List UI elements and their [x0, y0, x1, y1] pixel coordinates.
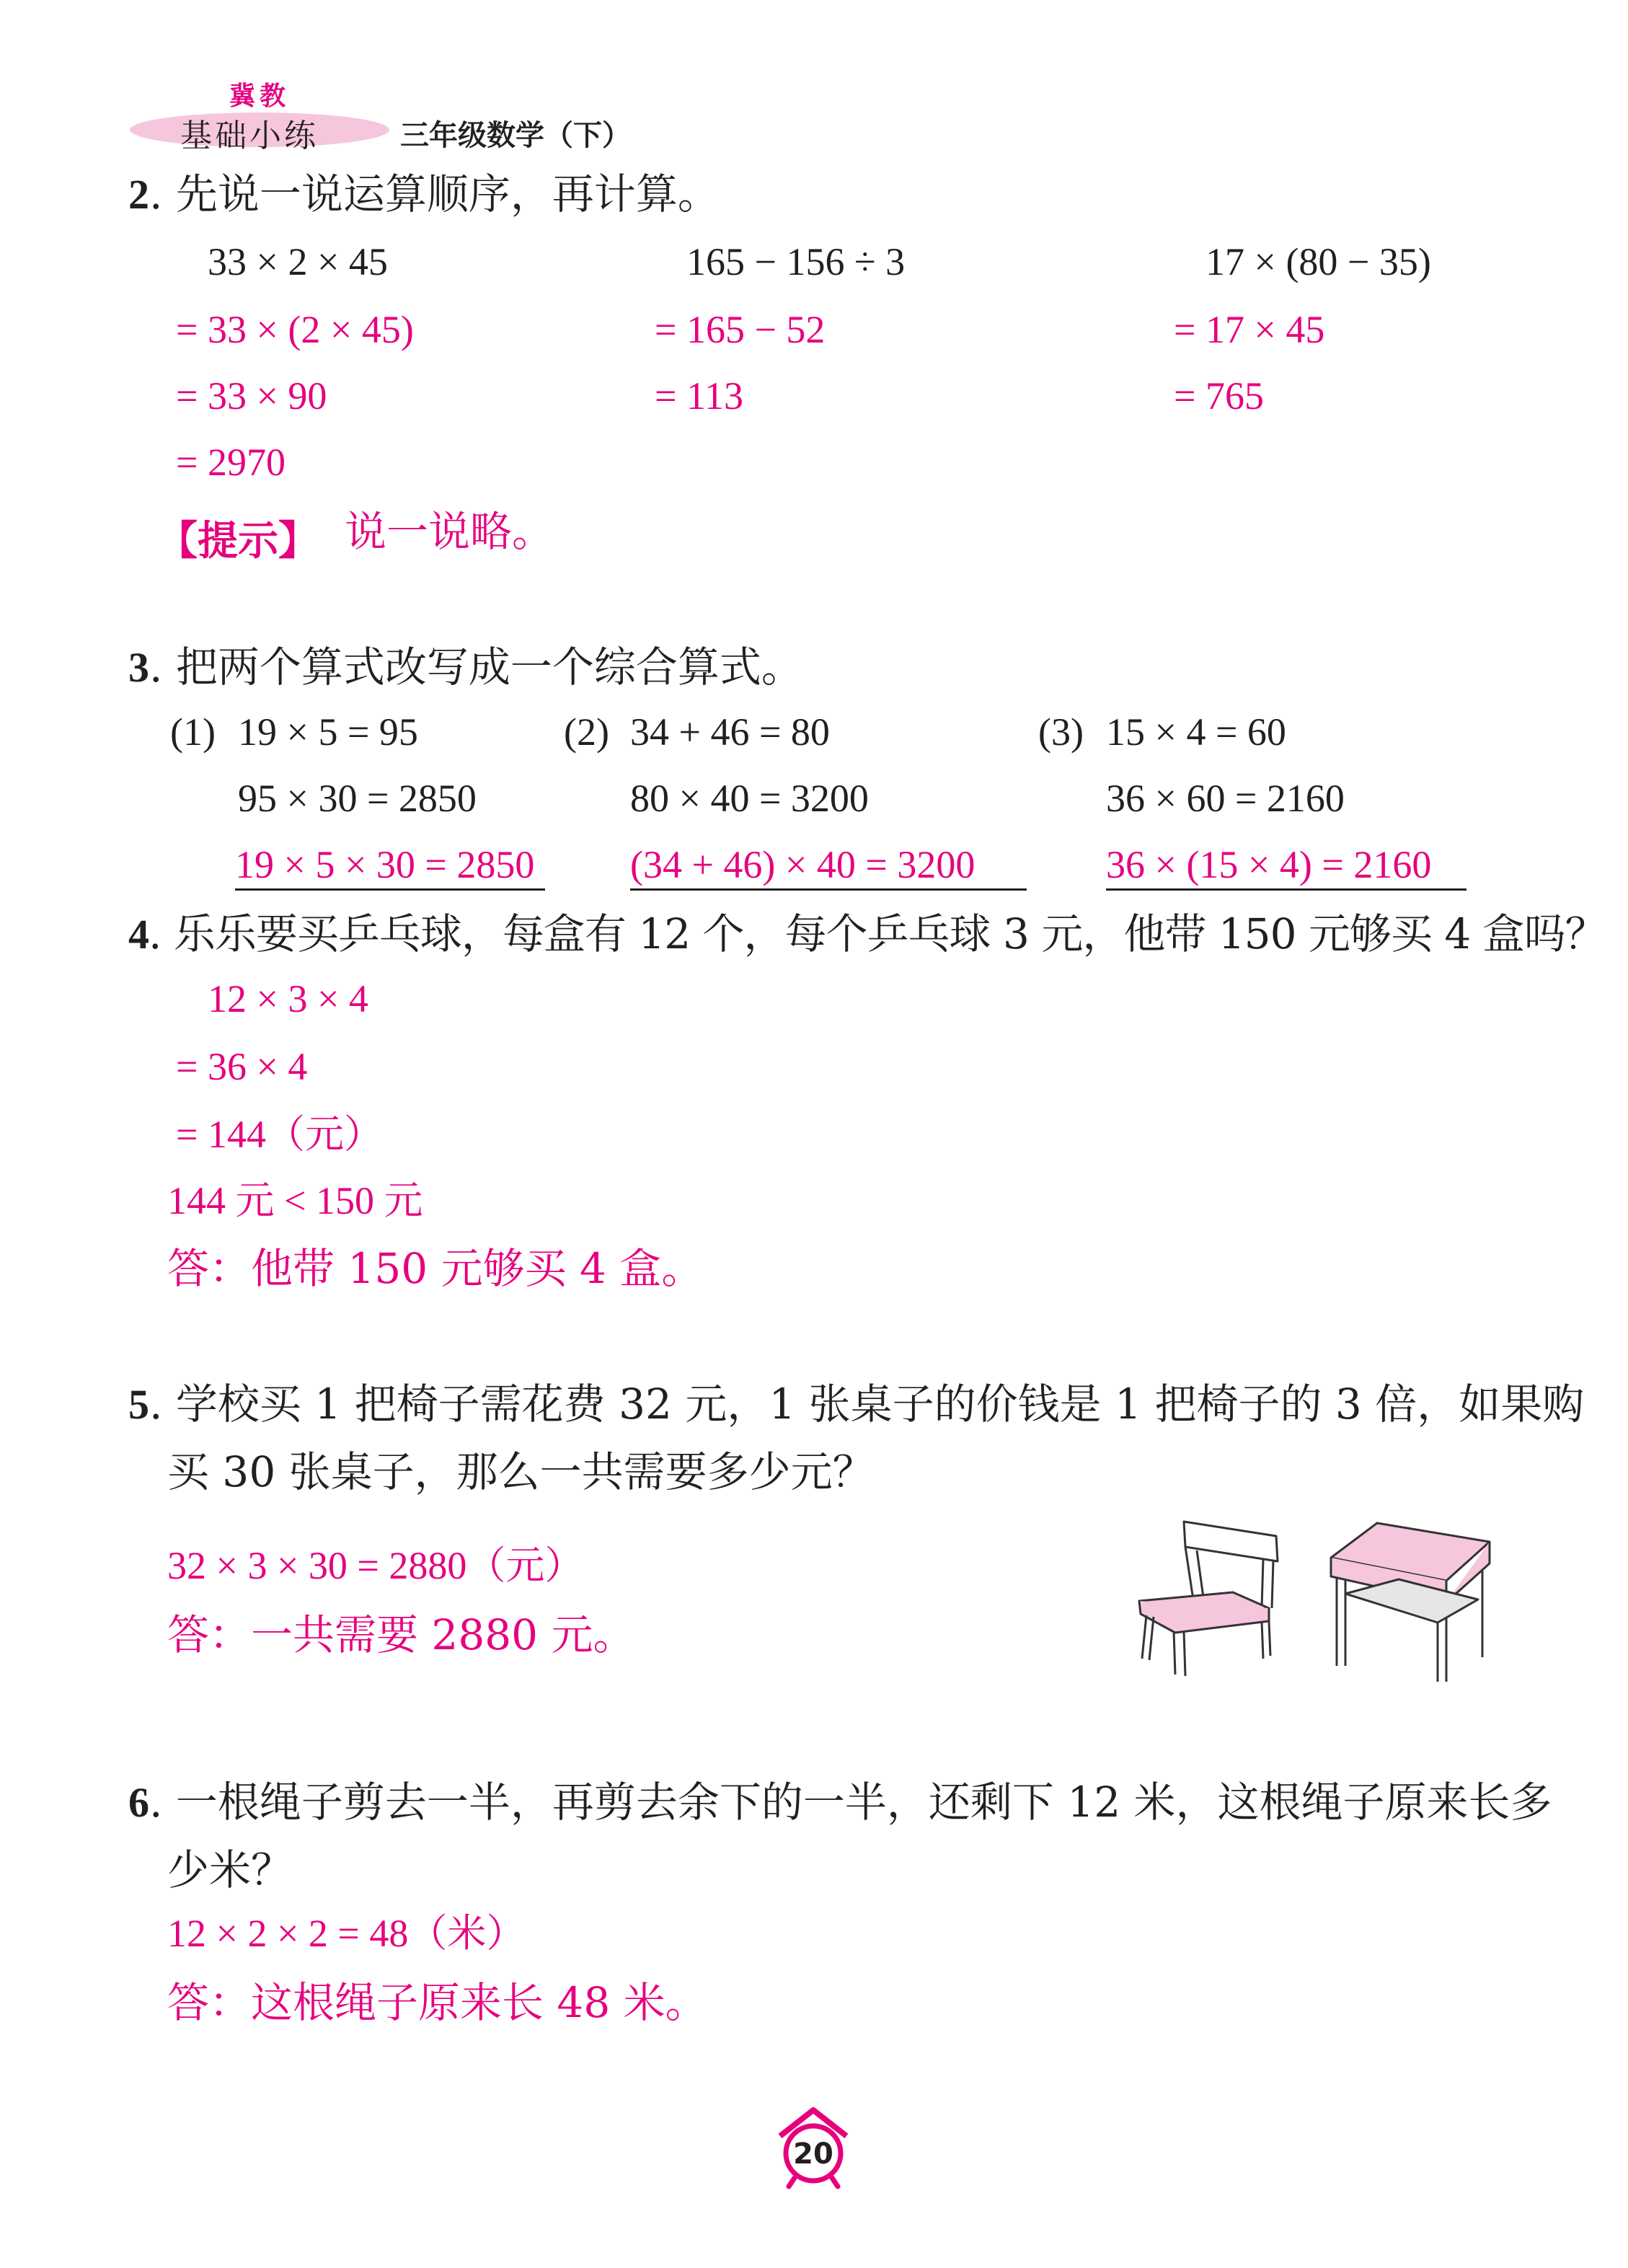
q2-step: = 165 − 52: [655, 308, 826, 351]
part-label: (2): [564, 710, 609, 754]
part-line: 15 × 4 = 60: [1106, 710, 1286, 754]
part-label: (1): [170, 710, 216, 754]
q5-step: 32 × 3 × 30 = 2880（元）: [167, 1544, 584, 1587]
table-illustration: [1319, 1514, 1500, 1687]
question-title-cont: 买 30 张桌子，那么一共需要多少元？: [167, 1447, 875, 1496]
q6-answer: 答：这根绳子原来长 48 米。: [167, 1978, 707, 2027]
question-number: 4: [128, 911, 149, 958]
chair-illustration: [1125, 1507, 1298, 1687]
part-label: (3): [1038, 710, 1084, 754]
q2-expression-3: 17 × (80 − 35): [1205, 240, 1431, 283]
q2-step: = 33 × (2 × 45): [176, 308, 414, 351]
part-line: 36 × 60 = 2160: [1106, 777, 1345, 820]
hint-label: 【提示】: [157, 518, 319, 565]
part-line: 19 × 5 = 95: [238, 710, 418, 754]
q4-step: 144 元 < 150 元: [167, 1179, 423, 1222]
question-number: 6: [128, 1779, 149, 1826]
question-title: 先说一说运算顺序，再计算。: [175, 169, 720, 219]
q2-step: = 2970: [176, 441, 286, 484]
part-answer: 19 × 5 × 30 = 2850: [235, 845, 545, 891]
q4-answer: 答：他带 150 元够买 4 盒。: [167, 1244, 704, 1293]
q2-expression-1: 33 × 2 × 45: [208, 240, 388, 283]
header-series: 基础小练: [180, 118, 319, 154]
header-grade-subject: 三年级数学（下）: [400, 119, 631, 152]
q6-step: 12 × 2 × 2 = 48（米）: [167, 1912, 526, 1955]
q2-step: = 765: [1174, 374, 1264, 418]
part-line: 95 × 30 = 2850: [238, 777, 477, 820]
question-title: 把两个算式改写成一个综合算式。: [175, 643, 803, 692]
q4-step: = 36 × 4: [176, 1045, 308, 1088]
question-title: 学校买 1 把椅子需花费 32 元，1 张桌子的价钱是 1 把椅子的 3 倍，如果购: [175, 1380, 1585, 1429]
question-number: 3: [128, 644, 149, 691]
page-number: 20: [793, 2137, 833, 2171]
part-line: 34 + 46 = 80: [630, 710, 830, 754]
hint-text: 说一说略。: [345, 507, 554, 556]
question-title: 一根绳子剪去一半，再剪去余下的一半，还剩下 12 米，这根绳子原来长多: [175, 1778, 1552, 1827]
q2-step: = 17 × 45: [1174, 308, 1325, 351]
part-line: 80 × 40 = 3200: [630, 777, 869, 820]
question-number: 2: [128, 171, 149, 218]
header-publisher: 冀教: [229, 81, 291, 111]
q4-step: = 144（元）: [176, 1113, 383, 1156]
part-answer: (34 + 46) × 40 = 3200: [630, 845, 1027, 891]
part-answer: 36 × (15 × 4) = 2160: [1106, 845, 1466, 891]
q5-answer: 答：一共需要 2880 元。: [167, 1610, 635, 1659]
q2-expression-2: 165 − 156 ÷ 3: [686, 240, 906, 283]
q2-step: = 33 × 90: [176, 374, 327, 418]
q4-step: 12 × 3 × 4: [208, 977, 368, 1020]
question-title: 乐乐要买乒乓球，每盒有 12 个，每个乒乓球 3 元，他带 150 元够买 4 盒吗？: [173, 909, 1606, 958]
question-title-cont: 少米？: [167, 1845, 293, 1894]
q2-step: = 113: [655, 374, 743, 418]
question-number: 5: [128, 1381, 149, 1428]
